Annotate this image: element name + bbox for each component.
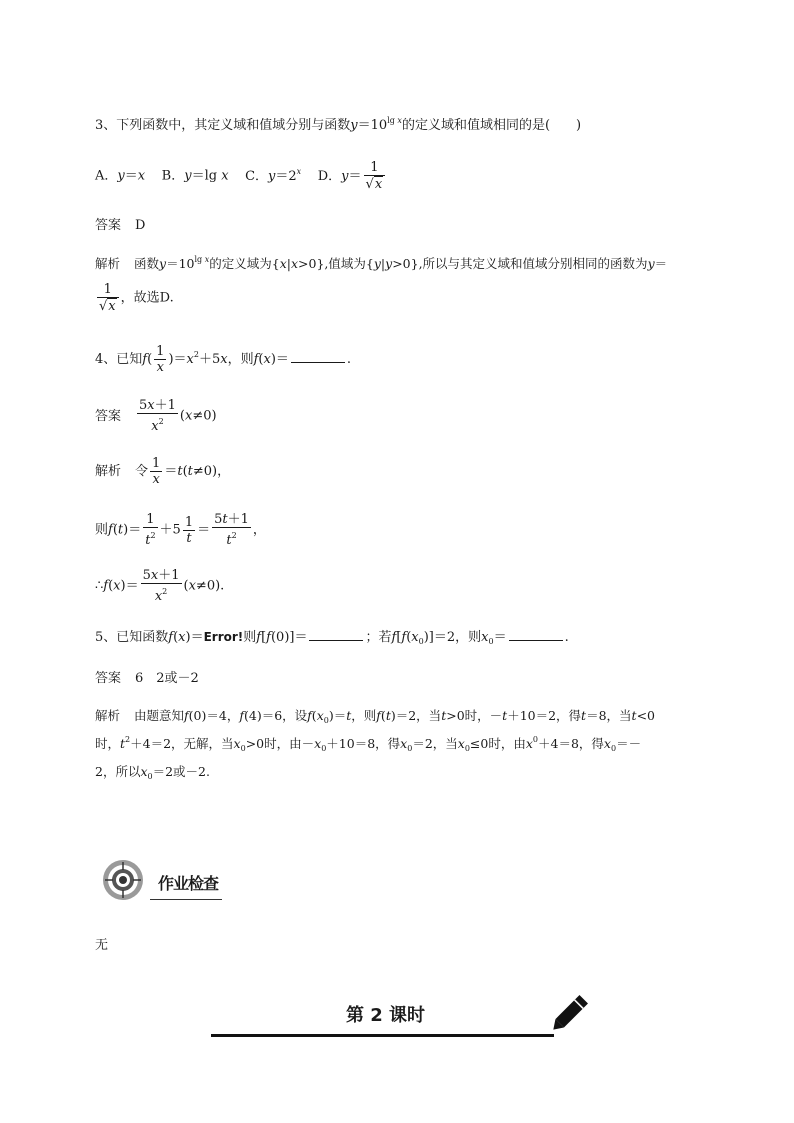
q4-analysis-step3: ∴f(x)＝ $\frac{5x+1}{x^2}$ (x≠0). (95, 568, 225, 604)
lesson-title: 第 2 课时 (346, 1005, 426, 1026)
q3-analysis-tail: ，故选D. (120, 290, 174, 306)
answer-label: 答案 (95, 218, 122, 233)
q5-analysis-line3: 2，所以$x_0=2$或－2. (95, 764, 210, 781)
q3-analysis: 解析 函数$y=10^{lg x}$的定义域为{x|x>0},值域为{y|y>0},所以与其定义域和值域分别相同的函数为y＝ (95, 255, 668, 271)
q3-option-b: B．y＝lg x (161, 168, 229, 184)
q3-option-d: D．y＝ $\frac{1}{√x}$ (318, 169, 387, 184)
lesson-divider (211, 1034, 554, 1037)
q3-answer-value: D (135, 218, 146, 233)
homework-title: 作业检查 (158, 874, 219, 893)
analysis-label: 解析 (95, 464, 122, 479)
question-3-stem: 3、下列函数中，其定义域和值域分别与函数$y=10^{lg x}$的定义域和值域相同的是( ) (95, 116, 582, 133)
homework-content: 无 (95, 938, 109, 953)
homework-divider (150, 899, 222, 900)
q5-analysis-line2: 时，$t^2+4=2$，无解，当$x_0>0$时，由$-x_0+10=8$，得$x_0=2$，当$x_0\le 0$时，由$x^0+4=8$，得$x_0=-$ (95, 735, 642, 753)
q3-stem-post: 的定义域和值域相同的是( ) (401, 118, 582, 133)
q3-analysis-line2: $\frac{1}{√x}$ ，故选D. (99, 282, 174, 314)
q3-stem-pre: 3、下列函数中，其定义域和值域分别与函数 (95, 118, 351, 133)
question-3-options (95, 160, 387, 192)
q5-answer (95, 667, 199, 686)
question-5-stem: 5、已知函数f(x)＝Error!则f[f(0)]＝ ；若$f[f(x_0)]=2$，则$x_0=$ . (95, 630, 569, 646)
q4-answer: 答案 $\frac{5x+1}{x^2}$ (x≠0) (95, 398, 217, 434)
q5-answer-value: 6 2或－2 (135, 671, 199, 686)
error-text: Error! (203, 630, 244, 644)
q3-answer (95, 214, 145, 233)
q3-option-c: C．$y=2^x$ (245, 166, 302, 184)
pencil-icon (545, 986, 597, 1038)
answer-label: 答案 (95, 671, 122, 686)
q5-analysis-line1: 解析 由题意知f(0)＝4，f(4)＝6，设$f(x_0)=t$，则f(t)＝2，当t>0时，－t＋10＝2，得t＝8，当t<0 (95, 708, 655, 725)
question-4-stem: 4、已知f( $\frac{1}{x}$ )$=x^2+5x$，则f(x)＝ . (95, 344, 352, 375)
analysis-label: 解析 (95, 708, 121, 723)
target-icon (101, 858, 145, 902)
q4-analysis-step2: 则f(t)＝ $\frac{1}{t^2}$ ＋5 $\frac{1}{t}$ ＝ $\frac{5t+1}{t^2}$ ， (95, 512, 266, 548)
analysis-label: 解析 (95, 256, 121, 271)
q3-option-a: A．y＝x (95, 168, 146, 184)
answer-label: 答案 (95, 408, 122, 424)
q4-analysis-step1: 解析 令 $\frac{1}{x}$ ＝t(t≠0)， (95, 456, 231, 487)
